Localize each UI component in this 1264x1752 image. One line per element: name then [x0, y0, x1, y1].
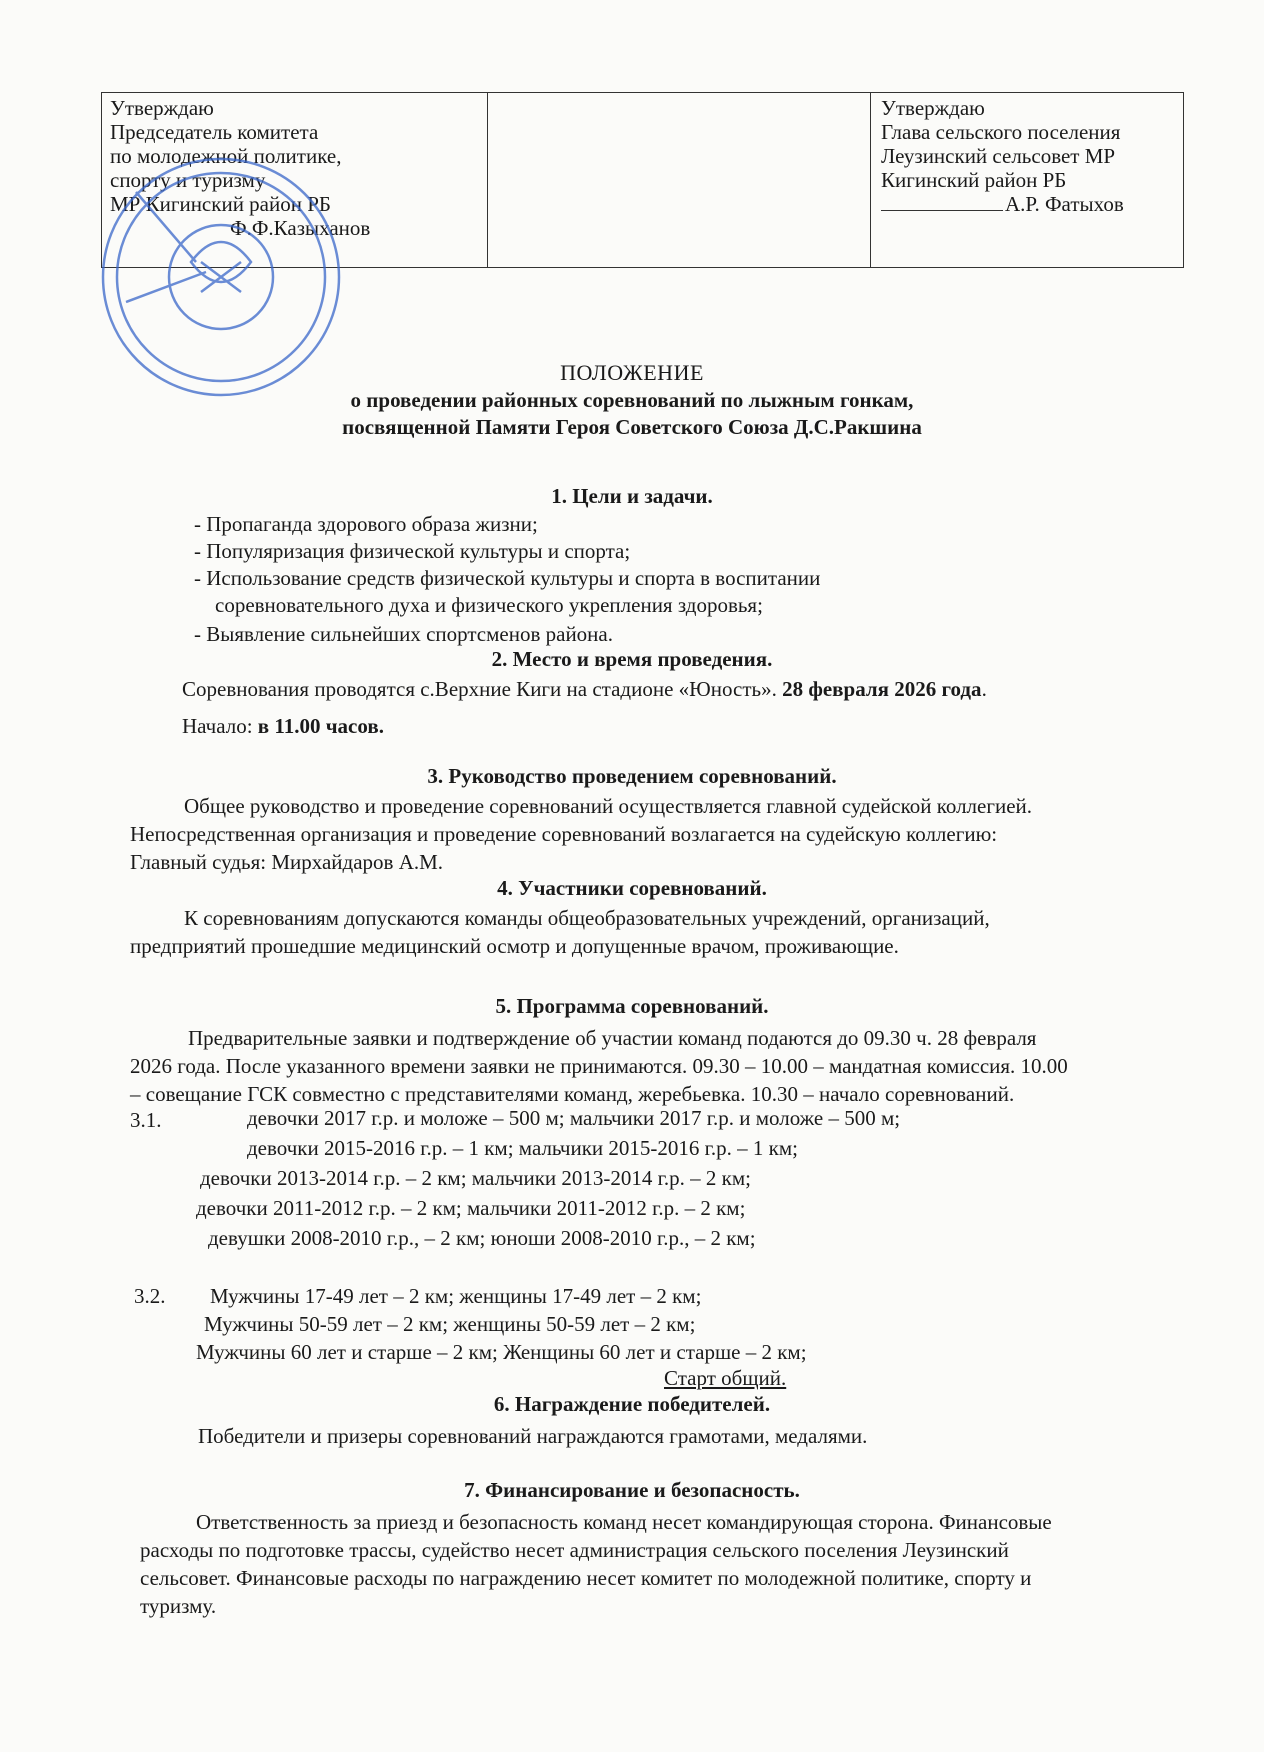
section-3-heading: 3. Руководство проведением соревнований. — [427, 764, 837, 788]
section-7-line-2: расходы по подготовке трассы, судейство несет администрация сельского поселения Леузинский — [140, 1538, 1009, 1562]
section-5-item-3-2-number: 3.2. — [134, 1284, 166, 1308]
approval-left-line-2: Председатель комитета — [110, 120, 319, 144]
section-4-line-1: К соревнованиям допускаются команды общеобразовательных учреждений, организаций, — [184, 906, 990, 930]
section-3-line-3: Главный судья: Мирхайдаров А.М. — [130, 850, 444, 874]
section-7-line-3: сельсовет. Финансовые расходы по награждению несет комитет по молодежной политике, спорту и — [140, 1566, 1032, 1590]
section-2-start-label: Начало: — [182, 714, 258, 738]
section-4-line-2: предприятий прошедшие медицинский осмотр и допущенные врачом, проживающие. — [130, 934, 899, 958]
approval-right-line-2: Глава сельского поселения — [881, 120, 1121, 144]
section-2-start-time: в 11.00 часов. — [257, 714, 384, 738]
section-2-place: Соревнования проводятся с.Верхние Киги на стадионе «Юность». — [182, 677, 783, 701]
section-2-period: . — [981, 677, 987, 701]
approval-right-name: А.Р. Фатыхов — [1005, 192, 1124, 216]
section-5-line-3: – совещание ГСК совместно с представителями команд, жеребьевка. 10.30 – начало соревнований. — [130, 1082, 1015, 1106]
approval-right-signature — [881, 192, 1175, 216]
section-5-heading: 5. Программа соревнований. — [495, 994, 769, 1018]
document-subtitle-1: о проведении районных соревнований по лыжным гонкам, — [350, 388, 914, 412]
section-1-item-2: - Популяризация физической культуры и спорта; — [194, 539, 631, 563]
section-7-heading: 7. Финансирование и безопасность. — [464, 1478, 800, 1502]
section-5-group-5: девушки 2008-2010 г.р., – 2 км; юноши 2008-2010 г.р., – 2 км; — [208, 1226, 756, 1250]
approval-right-line-1: Утверждаю — [881, 96, 985, 120]
approval-right-cell — [871, 93, 1183, 267]
section-3-line-1: Общее руководство и проведение соревнований осуществляется главной судейской коллегией. — [184, 794, 1033, 818]
section-1-item-3: - Использование средств физической культуры и спорта в воспитании — [194, 566, 821, 590]
section-1-item-4: - Выявление сильнейших спортсменов района. — [194, 622, 613, 646]
section-1-heading: 1. Цели и задачи. — [551, 484, 713, 508]
approval-middle-cell — [488, 93, 871, 267]
approval-left-line-4: спорту и туризму — [110, 168, 266, 192]
section-5-group-4: девочки 2011-2012 г.р. – 2 км; мальчики 2011-2012 г.р. – 2 км; — [196, 1196, 746, 1220]
document-subtitle-2: посвященной Памяти Героя Советского Союза Д.С.Ракшина — [342, 415, 922, 439]
section-2-date: 28 февраля 2026 года — [782, 677, 982, 701]
section-6-line-1: Победители и призеры соревнований награждаются грамотами, медалями. — [198, 1424, 868, 1448]
approval-right-line-4: Кигинский район РБ — [881, 168, 1067, 192]
approval-left-signature: Ф.Ф.Казыханов — [230, 216, 371, 240]
section-7-line-4: туризму. — [140, 1594, 217, 1618]
section-5-adult-group-2: Мужчины 50-59 лет – 2 км; женщины 50-59 лет – 2 км; — [204, 1312, 696, 1336]
section-2-line-2 — [182, 714, 384, 738]
section-1-item-1: - Пропаганда здорового образа жизни; — [194, 512, 538, 536]
document-title: ПОЛОЖЕНИЕ — [560, 360, 704, 385]
section-7-line-1: Ответственность за приезд и безопасность команд несет командирующая сторона. Финансовые — [196, 1510, 1052, 1534]
section-5-line-1: Предварительные заявки и подтверждение об участии команд подаются до 09.30 ч. 28 февраля — [188, 1026, 1037, 1050]
section-5-item-3-1-number: 3.1. — [130, 1108, 162, 1132]
section-2-line-1 — [182, 677, 987, 701]
section-3-line-2: Непосредственная организация и проведение соревнований возлагается на судейскую коллегию: — [130, 822, 998, 846]
section-5-group-2: девочки 2015-2016 г.р. – 1 км; мальчики 2015-2016 г.р. – 1 км; — [247, 1136, 798, 1160]
approval-left-line-1: Утверждаю — [110, 96, 214, 120]
approval-left-line-3: по молодежной политике, — [110, 144, 342, 168]
section-6-heading: 6. Награждение победителей. — [493, 1392, 771, 1416]
section-5-group-1: девочки 2017 г.р. и моложе – 500 м; мальчики 2017 г.р. и моложе – 500 м; — [247, 1106, 901, 1130]
signature-line — [881, 192, 1003, 211]
approval-left-line-5: МР Кигинский район РБ — [110, 192, 331, 216]
section-5-adult-group-1: Мужчины 17-49 лет – 2 км; женщины 17-49 лет – 2 км; — [210, 1284, 702, 1308]
section-5-adult-group-3: Мужчины 60 лет и старше – 2 км; Женщины 60 лет и старше – 2 км; — [196, 1340, 807, 1364]
section-5-group-3: девочки 2013-2014 г.р. – 2 км; мальчики 2013-2014 г.р. – 2 км; — [200, 1166, 751, 1190]
section-4-heading: 4. Участники соревнований. — [497, 876, 767, 900]
section-5-start-note: Старт общий. — [664, 1366, 787, 1390]
section-5-line-2: 2026 года. После указанного времени заявки не принимаются. 09.30 – 10.00 – мандатная комиссия. 10.00 — [130, 1054, 1068, 1078]
approval-right-line-3: Леузинский сельсовет МР — [881, 144, 1116, 168]
section-1-item-3-cont: соревновательного духа и физического укрепления здоровья; — [215, 593, 763, 617]
section-2-heading: 2. Место и время проведения. — [491, 647, 773, 671]
